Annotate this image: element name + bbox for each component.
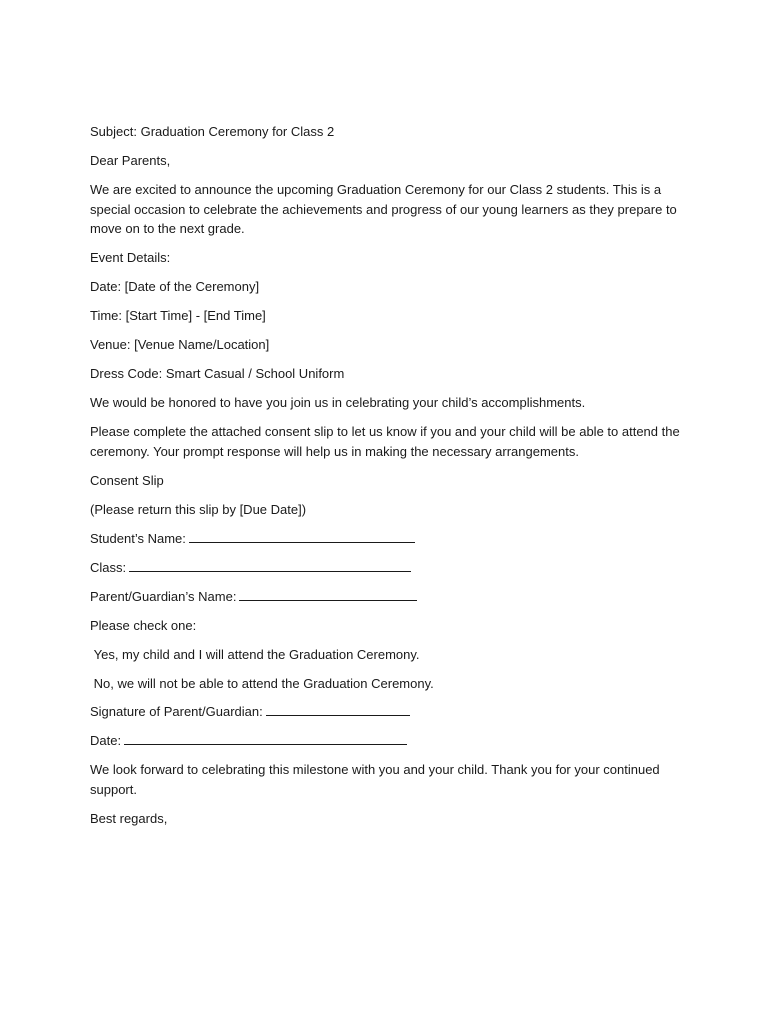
event-date: Date: [Date of the Ceremony] — [90, 279, 260, 294]
check-prompt: Please check one: — [90, 617, 197, 633]
date-label: Date: — [90, 733, 122, 748]
event-dress-code: Dress Code: Smart Casual / School Uniform — [90, 366, 345, 381]
parent-name-blank — [239, 587, 417, 601]
student-name-blank — [189, 529, 415, 543]
sign-off: Best regards, — [90, 810, 168, 826]
class-blank — [129, 558, 411, 572]
return-note: (Please return this slip by [Due Date]) — [90, 501, 307, 517]
consent-slip-heading: Consent Slip — [90, 472, 164, 488]
date-row — [90, 731, 680, 751]
subject-line: Subject: Graduation Ceremony for Class 2 — [90, 124, 335, 139]
instructions-paragraph: Please complete the attached consent slip to let us know if you and your child will be able to attend the ceremony. Your prompt response will help us in making the necessary arrangements. — [90, 424, 684, 459]
class-label: Class: — [90, 559, 127, 575]
greeting: Dear Parents, — [90, 153, 171, 168]
event-details-heading: Event Details: — [90, 250, 171, 265]
honored-paragraph: We would be honored to have you join us in celebrating your child’s accomplishments. — [90, 395, 586, 410]
option-yes: Yes, my child and I will attend the Graduation Ceremony. — [90, 646, 420, 662]
parent-name-label: Parent/Guardian’s Name: — [90, 588, 237, 604]
option-no: No, we will not be able to attend the Graduation Ceremony. — [90, 675, 434, 691]
intro-paragraph: We are excited to announce the upcoming Graduation Ceremony for our Class 2 students. This is a special occasion to celebrate the achievements and progress of our young learners as they prepare to move on to the next grade. — [90, 182, 681, 236]
student-name-row — [90, 529, 680, 549]
event-time: Time: [Start Time] - [End Time] — [90, 308, 266, 323]
signature-blank — [266, 702, 410, 716]
date-blank — [124, 731, 407, 745]
letter-page — [90, 122, 684, 838]
class-row — [90, 558, 680, 578]
signature-row — [90, 702, 680, 722]
closing-paragraph: We look forward to celebrating this milestone with you and your child. Thank you for your continued support. — [90, 762, 664, 797]
student-name-label: Student’s Name: — [90, 530, 186, 546]
signature-label: Signature of Parent/Guardian: — [90, 704, 263, 719]
event-venue: Venue: [Venue Name/Location] — [90, 337, 270, 352]
parent-name-row — [90, 587, 680, 607]
